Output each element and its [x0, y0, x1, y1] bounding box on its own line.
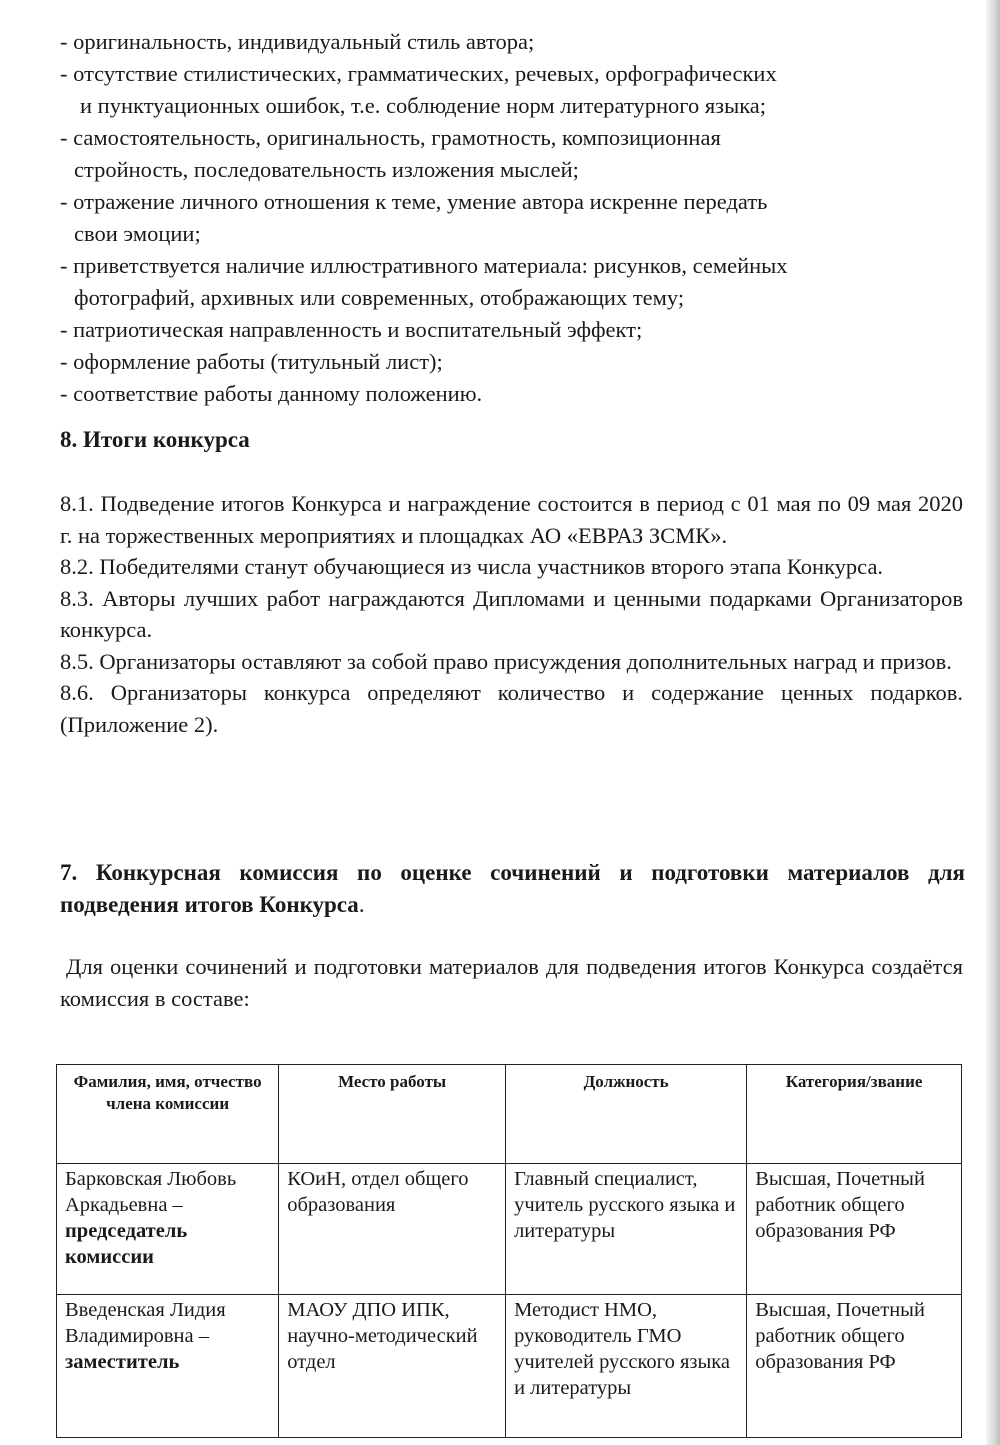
table-row — [57, 1164, 962, 1295]
results-item: 8.6. Организаторы конкурса определяют количество и содержание ценных подарков. (Приложение 2). — [60, 680, 963, 737]
criterion-item: - оформление работы (титульный лист); — [60, 349, 443, 374]
member-category-cell: Высшая, Почетный работник общего образования РФ — [747, 1295, 962, 1438]
member-workplace-cell: МАОУ ДПО ИПК, научно-методический отдел — [279, 1295, 506, 1438]
commission-members-table — [56, 1064, 962, 1438]
commission-intro: Для оценки сочинений и подготовки материалов для подведения итогов Конкурса создаётся комиссия в составе: — [60, 954, 963, 1011]
results-paragraphs — [60, 488, 963, 740]
column-header-name: Фамилия, имя, отчество члена комиссии — [57, 1065, 279, 1164]
member-name-cell: Барковская Любовь Аркадьевна – председатель комиссии — [57, 1164, 279, 1295]
criterion-item: - отражение личного отношения к теме, умение автора искренне передать свои эмоции; — [60, 189, 768, 246]
criterion-item: - самостоятельность, оригинальность, грамотность, композиционная стройность, последовательность изложения мыслей; — [60, 125, 721, 182]
section-heading-results: 8. Итоги конкурса — [60, 427, 250, 452]
scan-edge-shadow — [986, 0, 1000, 1445]
criterion-item: - приветствуется наличие иллюстративного материала: рисунков, семейных фотографий, архивных или современных, отображающих тему; — [60, 253, 788, 310]
member-position-cell: Главный специалист, учитель русского языка и литературы — [506, 1164, 747, 1295]
column-header-position: Должность — [506, 1065, 747, 1164]
column-header-workplace: Место работы — [279, 1065, 506, 1164]
results-item: 8.1. Подведение итогов Конкурса и награждение состоится в период с 01 мая по 09 мая 2020 г. на торжественных мероприятиях и площадках АО «ЕВРАЗ ЗСМК». — [60, 491, 963, 548]
member-name-cell: Введенская Лидия Владимировна – заместитель — [57, 1295, 279, 1438]
section-heading-commission: 7. Конкурсная комиссия по оценке сочинений и подготовки материалов для подведения итогов Конкурса. — [60, 860, 965, 917]
criterion-item: - отсутствие стилистических, грамматических, речевых, орфографических и пунктуационных ошибок, т.е. соблюдение норм литературного языка; — [60, 61, 777, 118]
results-item: 8.5. Организаторы оставляют за собой право присуждения дополнительных наград и призов. — [60, 648, 952, 674]
results-item: 8.3. Авторы лучших работ награждаются Дипломами и ценными подарками Организаторов конкурса. — [60, 585, 963, 642]
member-workplace-cell: КОиН, отдел общего образования — [279, 1164, 506, 1295]
member-role: заместитель — [65, 1351, 180, 1373]
criterion-item: - оригинальность, индивидуальный стиль автора; — [60, 29, 535, 54]
member-role: председатель комиссии — [65, 1220, 188, 1268]
results-item: 8.2. Победителями станут обучающиеся из числа участников второго этапа Конкурса. — [60, 554, 884, 579]
column-header-category: Категория/звание — [747, 1065, 962, 1164]
evaluation-criteria-list — [60, 26, 960, 410]
table-row — [57, 1295, 962, 1438]
table-header-row — [57, 1065, 962, 1164]
criterion-item: - патриотическая направленность и воспитательный эффект; — [60, 317, 643, 342]
criterion-item: - соответствие работы данному положению. — [60, 381, 483, 406]
member-category-cell: Высшая, Почетный работник общего образования РФ — [747, 1164, 962, 1295]
member-position-cell: Методист НМО, руководитель ГМО учителей русского языка и литературы — [506, 1295, 747, 1438]
